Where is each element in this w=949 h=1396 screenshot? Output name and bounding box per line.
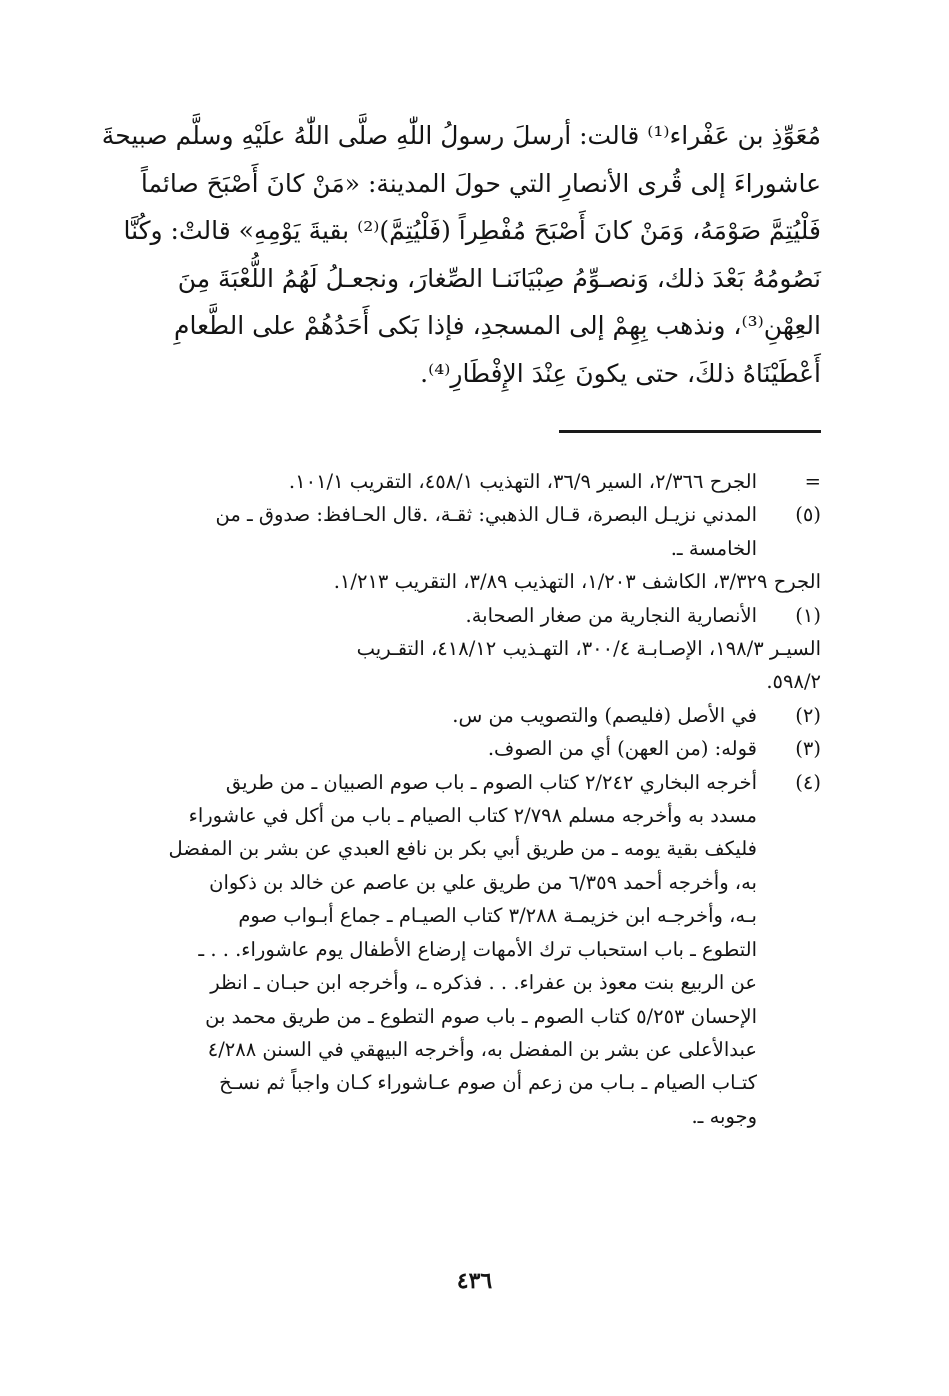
footnote [127,766,821,1133]
main-text-line: العِهْنِ⁽³⁾، ونذهب بِهِمْ إلى المسجدِ، فإذا بَكى أَحَدُهُمْ على الطَّعامِ [174,311,821,340]
footnote-text [127,766,757,1133]
page-number: ٤٣٦ [456,1268,493,1294]
footnote-reference-line: الجرح ٣/٣٢٩، الكاشف ١/٢٠٣، التهذيب ٣/٨٩، التقريب ١/٢١٣. [333,570,821,594]
footnote [127,498,821,598]
footnote-marker: (٣) [795,737,821,761]
footnote-line: كتـاب الصيام ـ بـاب من زعم أن صوم عـاشوراء كـان واجباً ثم نسـخ [219,1071,757,1095]
main-text-line: عاشوراءَ إلى قُرى الأنصارِ التي حولَ المدينة: «مَنْ كانَ أَصْبَحَ صائماً [140,168,821,198]
footnote-text [127,498,821,598]
footnote-marker: (٤) [795,770,821,794]
footnote-line: بـه، وأخرجـه ابن خزيمـة ٣/٢٨٨ كتاب الصيـام ـ جماع أبـواب صوم [238,904,757,928]
footnote-line: عبدالأعلى عن بشر بن المفضل به، وأخرجه البيهقي في السنن ٤/٢٨٨ [207,1037,757,1061]
main-text [101,112,821,397]
footnote [127,699,821,732]
footnotes [127,465,821,1133]
footnote-line: في الأصل (فليصم) والتصويب من س. [452,703,757,727]
main-text-line: مُعَوِّذِ بن عَفْراء⁽¹⁾ قالت: أرسلَ رسولُ اللّٰهِ صلَّى اللّٰهُ علَيْهِ وسلَّم صبيحةَ [101,121,821,150]
footnote-line: الأنصارية النجارية من صغار الصحابة. [465,603,757,627]
footnote-line: المدني نزيـل البصرة، قـال الذهبي: ثقـة، .قال الحـافظ: صدوق ـ من [215,503,757,527]
footnote-line: الجرح ٢/٣٦٦، السير ٣٦/٩، التهذيب ٤٥٨/١، التقريب ١٠١/١. [288,470,757,493]
main-text-line: فَلْيُتِمَّ صَوْمَهُ، وَمَنْ كانَ أَصْبَحَ مُفْطِراً (فَلْيُتِمَّ)⁽²⁾ بقيةَ يَوْمِهِ» قالتْ: وكُنَّا [123,216,821,245]
footnote-line: أخرجه البخاري ٢/٢٤٢ كتاب الصوم ـ باب صوم الصبيان ـ من طريق [225,770,757,794]
footnote-line: التطوع ـ باب استحباب ترك الأمهات إرضاع الأطفال يوم عاشوراء. . . ـ [198,937,757,961]
footnote-line: به، وأخرجه أحمد ٦/٣٥٩ من طريق علي بن عاصم عن خالد بن ذكوان [209,870,757,894]
footnote-line: وجوبه ـ. [691,1104,757,1128]
footnote-line: مسدد به وأخرجه مسلم ٢/٧٩٨ كتاب الصيام ـ باب من أكل في عاشوراء [188,804,757,828]
footnote-text [127,599,821,699]
main-text-line: نَصُومُهُ بَعْدَ ذلك، وَنصـوِّمُ صِبْيَانَنـا الصِّغارَ، ونجعـلُ لَهُمُ اللُّعْبَةَ مِنَ [177,263,821,293]
footnote-line: الإحسان ٥/٢٥٣ كتاب الصوم ـ باب صوم التطوع ـ من طريق محمد بن [205,1004,757,1028]
footnote-marker: (١) [795,603,821,627]
footnote-separator [559,430,821,433]
footnote-text [127,465,757,498]
footnote-reference-line: ٥٩٨/٢. [766,670,821,694]
footnote [127,732,821,765]
footnote [127,465,821,498]
footnote-marker: = [804,470,821,493]
footnote-line: عن الربيع بنت معوذ بن عفراء. . . فذكره ـ، وأخرجه ابن حبـان ـ انظر [210,971,757,995]
footnote-line: قوله: (من العهن) أي من الصوف. [487,737,757,761]
footnote-line: الخامسة ـ. [670,536,757,560]
footnote-text [127,732,757,765]
main-text-line: أَعْطَيْنَاهُ ذلكَ، حتى يكونَ عِنْدَ الإِفْطَارِ⁽⁴⁾. [420,358,821,388]
footnote-reference-line: السيـر ١٩٨/٣، الإصـابـة ٣٠٠/٤، التهـذيب ٤١٨/١٢، التقـريب [356,637,821,661]
footnote-marker: (٥) [795,503,821,527]
footnote-marker: (٢) [795,703,821,727]
footnote [127,599,821,699]
footnote-line: فليكف بقية يومه ـ من طريق أبي بكر بن نافع العبدي عن بشر بن المفضل [168,837,757,861]
footnote-text [127,699,757,732]
